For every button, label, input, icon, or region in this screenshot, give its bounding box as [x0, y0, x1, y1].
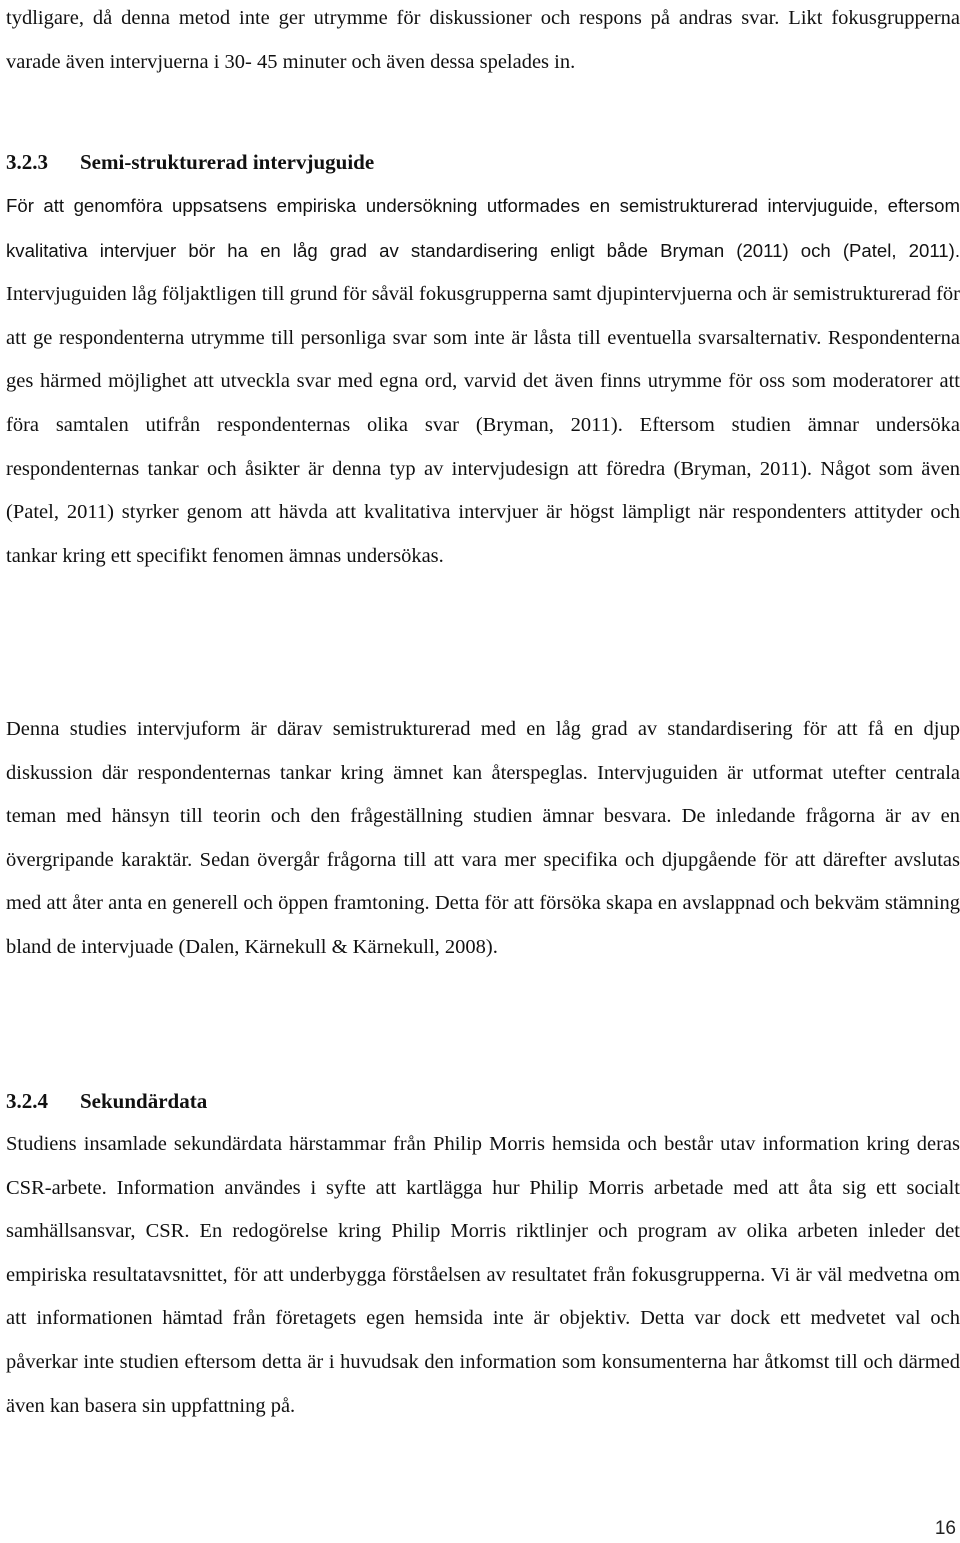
page-number: 16 [934, 1518, 956, 1539]
body-paragraph-1 [6, 184, 960, 578]
document-page [6, 0, 960, 1543]
section-number: 3.2.3 [6, 150, 48, 174]
section-number: 3.2.4 [6, 1089, 48, 1113]
paragraph-sans-part: För att genomföra uppsatsens empiriska undersökning utformades en semistrukturerad intervjuguide, eftersom kvalitativa intervjuer bör ha en låg grad av standardisering enligt både Bryman (2011) och (Patel, 2011). [6, 195, 960, 261]
section-heading-324 [6, 1087, 207, 1115]
intro-paragraph: tydligare, då denna metod inte ger utrymme för diskussioner och respons på andras svar. Likt fokusgrupperna varade även intervjuerna i 30- 45 minuter och även dessa spelades in. [6, 7, 960, 73]
section-heading-323 [6, 148, 374, 176]
paragraph-serif-part: Intervjuguiden låg följaktligen till grund för såväl fokusgrupperna samt djupintervjuerna och är semistrukturerad för att ge respondenterna utrymme till personliga svar som inte är låsta till eventuella svarsalternativ. Respondenterna ges härmed möjlighet att utveckla svar med egna ord, varvid det även finns utrymme för oss som moderatorer att föra samtalen utifrån respondenternas olika svar (Bryman, 2011). Eftersom studien ämnar undersöka respondenternas tankar och åsikter är denna typ av intervjudesign att föredra (Bryman, 2011). Något som även (Patel, 2011) styrker genom att hävda att kvalitativa intervjuer är högst lämpligt när respondenters attityder och tankar kring ett specifikt fenomen ämnas undersökas. [6, 283, 960, 567]
section-title: Sekundärdata [80, 1089, 208, 1113]
body-paragraph-3: Studiens insamlade sekundärdata härstammar från Philip Morris hemsida och består utav information kring deras CSR-arbete. Information användes i syfte att kartlägga hur Philip Morris arbetade med att åta sig ett socialt samhällsansvar, CSR. En redogörelse kring Philip Morris riktlinjer och program av olika arbeten inleder det empiriska resultatavsnittet, för att underbygga förståelsen av resultatet från fokusgrupperna. Vi är väl medvetna om att informationen hämtad från företagets egen hemsida inte är objektiv. Detta var dock ett medvetet val och påverkar inte studien eftersom detta är i huvudsak den information som konsumenterna har åtkomst till och därmed även kan basera sin uppfattning på. [6, 1133, 960, 1417]
section-title: Semi-strukturerad intervjuguide [80, 150, 375, 174]
body-paragraph-2: Denna studies intervjuform är därav semistrukturerad med en låg grad av standardisering för att få en djup diskussion där respondenternas tankar kring ämnet kan återspeglas. Intervjuguiden är utformat utefter centrala teman med hänsyn till teorin och den frågeställning studien ämnar besvara. De inledande frågorna är av en övergripande karaktär. Sedan övergår frågorna till att vara mer specifika och djupgående för att därefter avslutas med att åter anta en generell och öppen framtoning. Detta för att försöka skapa en avslappnad och bekväm stämning bland de intervjuade (Dalen, Kärnekull & Kärnekull, 2008). [6, 718, 960, 958]
